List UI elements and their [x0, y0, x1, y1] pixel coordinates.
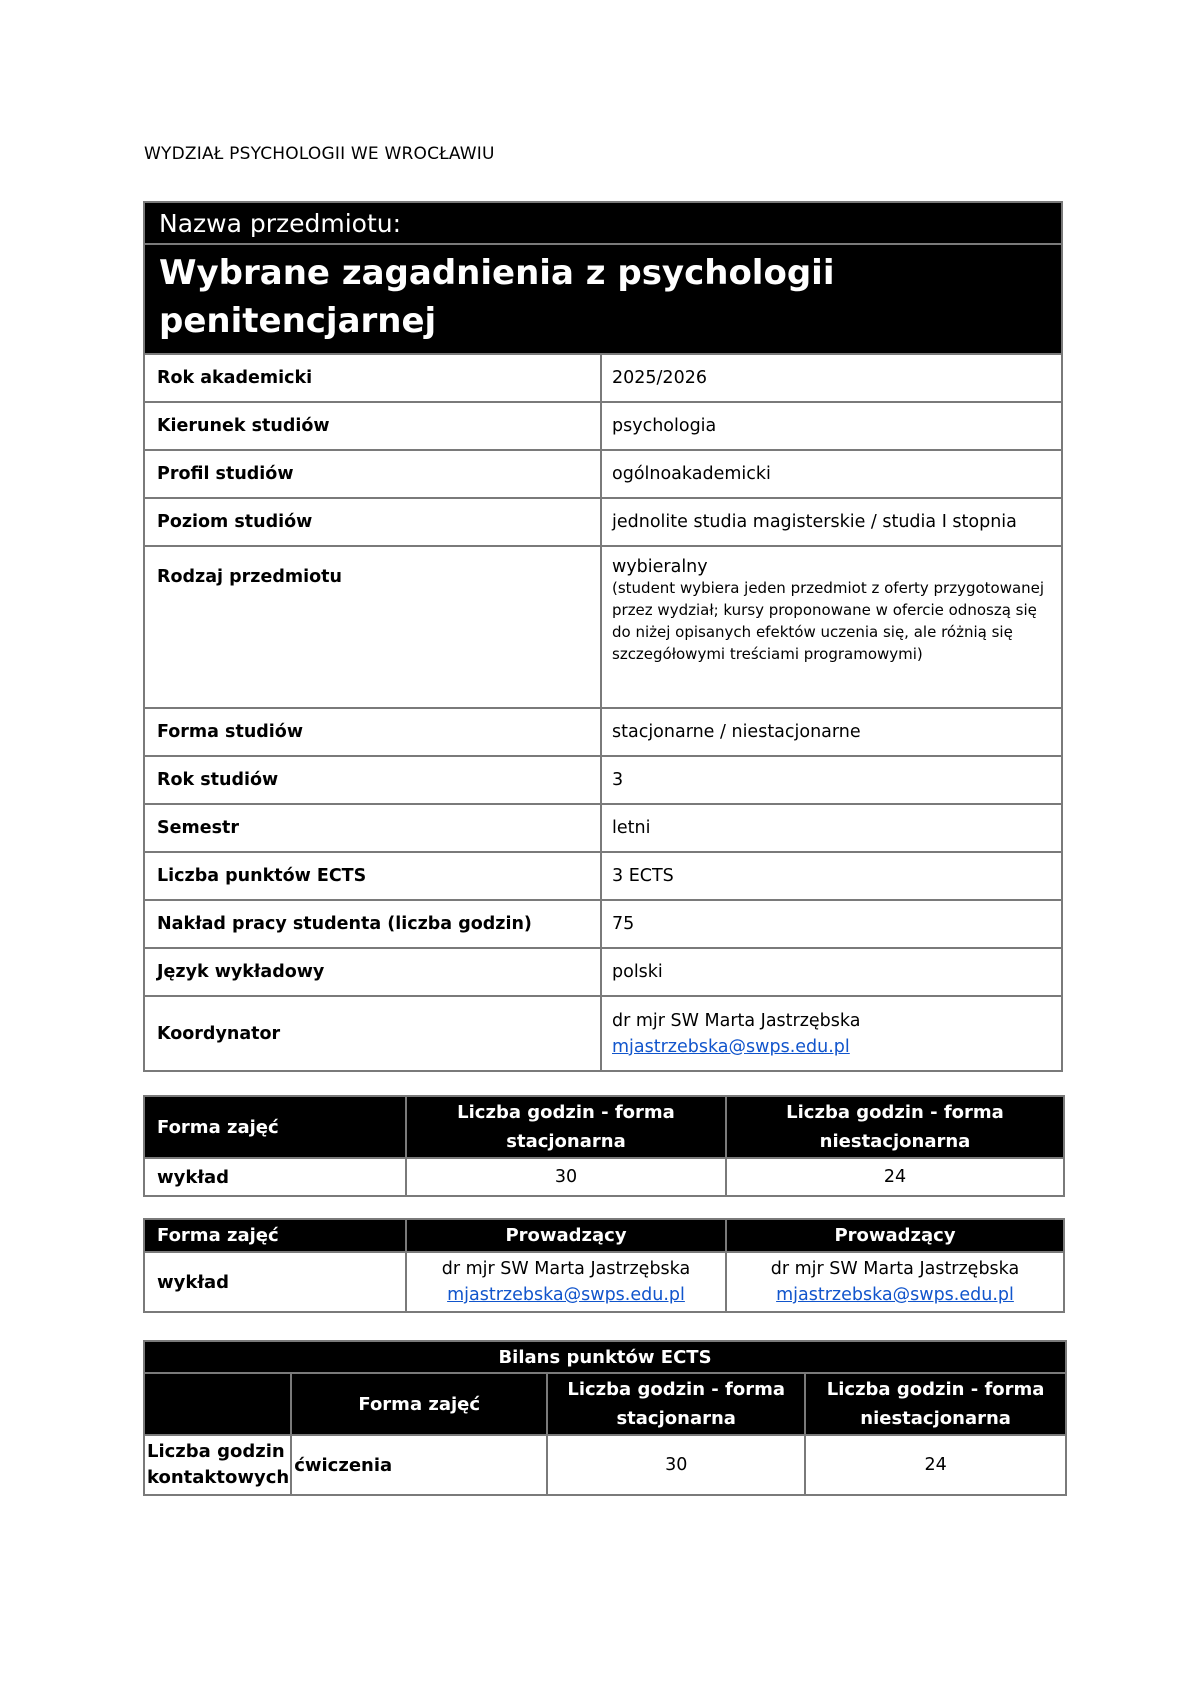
header-form: Forma zajęć — [144, 1096, 406, 1158]
info-value: 3 ECTS — [601, 852, 1062, 900]
info-value: jednolite studia magisterskie / studia I stopnia — [601, 498, 1062, 546]
info-row — [144, 546, 1062, 708]
stationary-hours: 30 — [406, 1158, 726, 1196]
teacher-email-link[interactable]: mjastrzebska@swps.edu.pl — [447, 1285, 685, 1305]
form-cell: wykład — [144, 1158, 406, 1196]
info-label: Poziom studiów — [144, 498, 601, 546]
info-value: psychologia — [601, 402, 1062, 450]
info-label: Kierunek studiów — [144, 402, 601, 450]
teacher-name: dr mjr SW Marta Jastrzębska — [770, 1259, 1020, 1279]
nonstationary-hours: 24 — [805, 1435, 1066, 1495]
ects-table-title: Bilans punktów ECTS — [144, 1341, 1066, 1373]
info-value: letni — [601, 804, 1062, 852]
header-stationary: Liczba godzin - forma stacjonarna — [406, 1096, 726, 1158]
info-value: wybieralny — [612, 557, 708, 577]
info-row — [144, 756, 1062, 804]
info-value: stacjonarne / niestacjonarne — [601, 708, 1062, 756]
table-row — [144, 1252, 1064, 1312]
info-row — [144, 948, 1062, 996]
subject-label: Nazwa przedmiotu: — [144, 202, 1062, 244]
info-label: Rok studiów — [144, 756, 601, 804]
course-info-table — [143, 201, 1063, 1072]
info-label: Rodzaj przedmiotu — [144, 546, 601, 708]
info-row — [144, 354, 1062, 402]
info-row — [144, 852, 1062, 900]
info-row — [144, 498, 1062, 546]
table-row — [144, 1435, 1066, 1495]
info-value: ogólnoakademicki — [601, 450, 1062, 498]
teacher-name: dr mjr SW Marta Jastrzębska — [441, 1259, 691, 1279]
category-cell: Liczba godzin kontaktowych — [144, 1435, 291, 1495]
info-value: 2025/2026 — [601, 354, 1062, 402]
teacher-email-link[interactable]: mjastrzebska@swps.edu.pl — [776, 1285, 1014, 1305]
teachers-table — [143, 1218, 1065, 1313]
header-empty — [144, 1373, 291, 1435]
info-row — [144, 402, 1062, 450]
info-value: polski — [601, 948, 1062, 996]
ects-balance-table — [143, 1340, 1067, 1496]
header-form: Forma zajęć — [144, 1219, 406, 1252]
info-label: Język wykładowy — [144, 948, 601, 996]
coordinator-email-link[interactable]: mjastrzebska@swps.edu.pl — [612, 1036, 850, 1057]
info-value: 3 — [601, 756, 1062, 804]
header-nonstationary: Liczba godzin - forma niestacjonarna — [805, 1373, 1066, 1435]
info-row — [144, 996, 1062, 1071]
info-label: Profil studiów — [144, 450, 601, 498]
header-teacher: Prowadzący — [726, 1219, 1064, 1252]
header-form: Forma zajęć — [291, 1373, 547, 1435]
info-value: 75 — [601, 900, 1062, 948]
coordinator-name: dr mjr SW Marta Jastrzębska — [612, 1010, 861, 1031]
info-label: Nakład pracy studenta (liczba godzin) — [144, 900, 601, 948]
subject-name: Wybrane zagadnienia z psychologii penitencjarnej — [144, 244, 1062, 354]
info-label: Forma studiów — [144, 708, 601, 756]
info-label: Rok akademicki — [144, 354, 601, 402]
hours-table — [143, 1095, 1065, 1197]
stationary-hours: 30 — [547, 1435, 805, 1495]
header-stationary: Liczba godzin - forma stacjonarna — [547, 1373, 805, 1435]
faculty-header: WYDZIAŁ PSYCHOLOGII WE WROCŁAWIU — [144, 144, 495, 164]
table-row — [144, 1158, 1064, 1196]
info-label: Liczba punktów ECTS — [144, 852, 601, 900]
info-note: (student wybiera jeden przedmiot z oferty przygotowanej przez wydział; kursy proponowane w ofercie odnoszą się do niżej opisanych efektów uczenia się, ale różnią się szczegółowymi treściami programowymi) — [612, 579, 1045, 663]
info-row — [144, 804, 1062, 852]
info-row — [144, 450, 1062, 498]
info-label: Semestr — [144, 804, 601, 852]
info-label: Koordynator — [144, 996, 601, 1071]
header-teacher: Prowadzący — [406, 1219, 726, 1252]
form-cell: wykład — [144, 1252, 406, 1312]
info-row — [144, 900, 1062, 948]
info-row — [144, 708, 1062, 756]
nonstationary-hours: 24 — [726, 1158, 1064, 1196]
form-cell: ćwiczenia — [291, 1435, 547, 1495]
header-nonstationary: Liczba godzin - forma niestacjonarna — [726, 1096, 1064, 1158]
